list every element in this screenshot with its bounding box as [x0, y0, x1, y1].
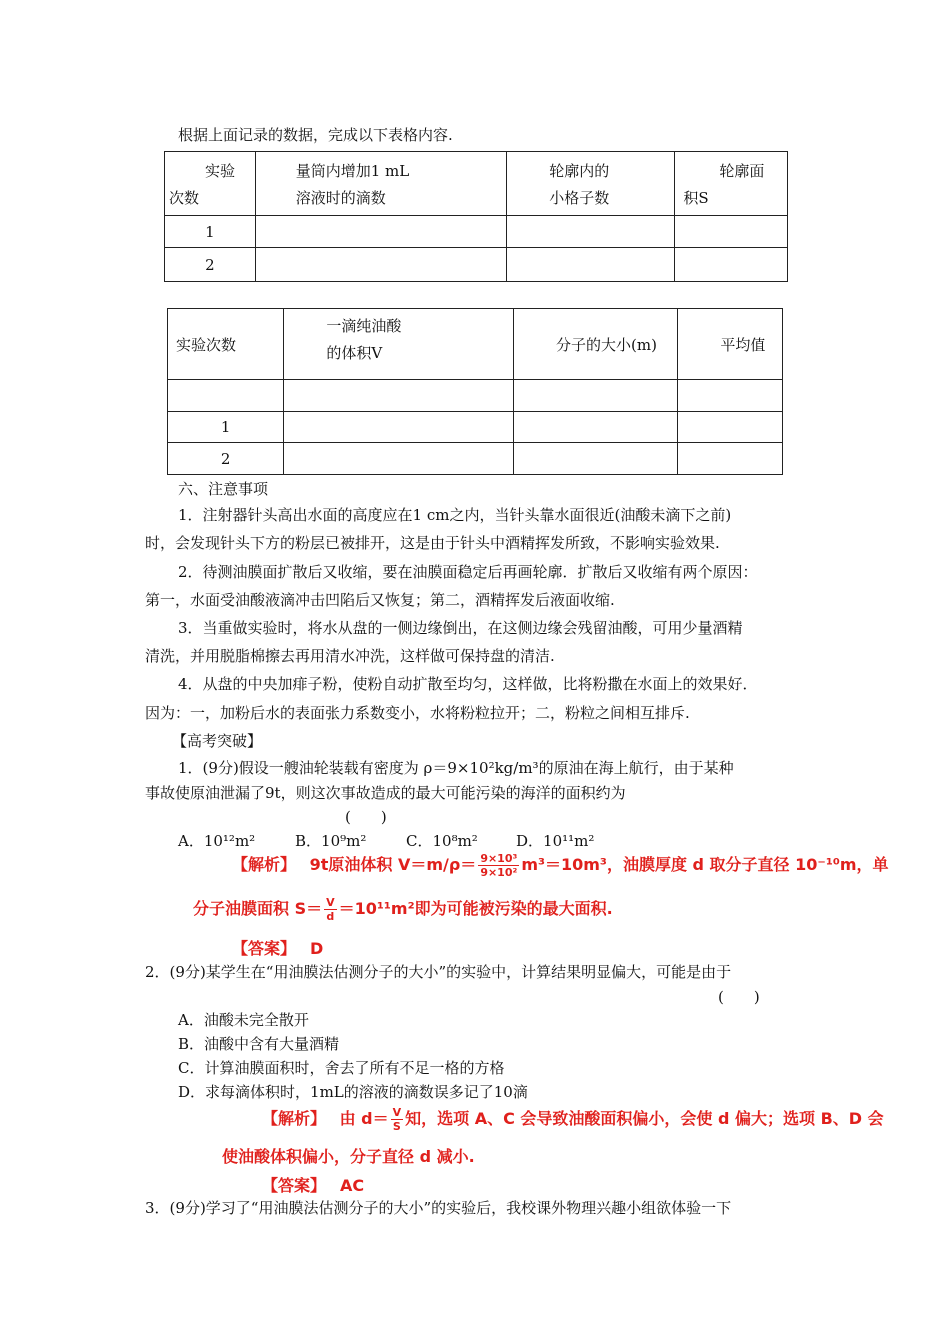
q3-line-1: 3．(9分)学习了“用油膜法估测分子的大小”的实验后，我校课外物理兴趣小组欲体验一下	[145, 1199, 732, 1217]
q1-answer: 【答案】 D	[232, 939, 324, 958]
q1-fraction-vd: $\frac{V}{d}$	[326, 896, 335, 923]
table-cell[interactable]	[514, 443, 678, 475]
q2-option-b: B．油酸中含有大量酒精	[178, 1035, 340, 1053]
t1-header-drops: 量筒内增加1 mL 溶液时的滴数	[255, 152, 507, 216]
table-row: 2	[165, 248, 788, 282]
table-cell[interactable]	[284, 412, 514, 443]
note-1-line-1: 1．注射器针头高出水面的高度应在1 cm之内，当针头靠水面很近(油酸未滴下之前)	[178, 506, 732, 524]
note-4-line-2: 因为：一，加粉后水的表面张力系数变小，水将粉粒拉开；二，粉粒之间相互排斥.	[145, 704, 690, 722]
table-cell[interactable]	[678, 443, 783, 475]
table-row	[168, 380, 783, 412]
q1-option-a: A．10¹²m²	[178, 832, 256, 850]
q1-analysis-line-2: 分子油膜面积 S＝ $\frac{V}{d}$ ＝10¹¹m²即为可能被污染的最大面积.	[193, 896, 613, 923]
data-table-2	[167, 308, 783, 475]
note-3-line-2: 清洗，并用脱脂棉擦去再用清水冲洗，这样做可保持盘的清洁.	[145, 647, 555, 665]
q1-option-c: C．10⁸m²	[406, 832, 478, 850]
q2-answer-paren: ( )	[718, 988, 760, 1006]
t2-header-trial: 实验次数	[168, 309, 284, 380]
t1-header-trial: 实验 次数	[165, 152, 256, 216]
q2-line-1: 2．(9分)某学生在“用油膜法估测分子的大小”的实验中，计算结果明显偏大，可能是由于	[145, 963, 732, 981]
table-row: 2	[168, 443, 783, 475]
table-cell[interactable]	[255, 216, 507, 248]
table-cell[interactable]	[675, 216, 788, 248]
section-title: 【高考突破】	[172, 732, 263, 750]
q1-option-b: B．10⁹m²	[295, 832, 367, 850]
q1-line-1: 1．(9分)假设一艘油轮装载有密度为 ρ＝9×10²kg/m³的原油在海上航行，由于某种	[178, 759, 734, 777]
note-3-line-1: 3．当重做实验时，将水从盘的一侧边缘倒出，在这侧边缘会残留油酸，可用少量酒精	[178, 619, 743, 637]
q1-option-d: D．10¹¹m²	[516, 832, 595, 850]
q2-answer: 【答案】 AC	[262, 1176, 365, 1195]
table-cell[interactable]	[514, 412, 678, 443]
table-cell[interactable]	[678, 380, 783, 412]
q2-analysis-line-1: 【解析】 由 d＝ $\frac{V}{S}$ 知，选项 A、C 会导致油酸面积偏小，会使 d 偏大；选项 B、D 会	[262, 1106, 884, 1133]
table-row: 1	[165, 216, 788, 248]
t2-header-volume: 一滴纯油酸 的体积V	[284, 309, 514, 380]
note-1-line-2: 时，会发现针头下方的粉层已被排开，这是由于针头中酒精挥发所致，不影响实验效果.	[145, 534, 720, 552]
q2-option-a: A．油酸未完全散开	[178, 1011, 309, 1029]
table-cell[interactable]	[284, 380, 514, 412]
table-row: 1	[168, 412, 783, 443]
t1-header-area: 轮廓面 积S	[675, 152, 788, 216]
note-2-line-2: 第一，水面受油酸液滴冲击凹陷后又恢复；第二，酒精挥发后液面收缩.	[145, 591, 615, 609]
q2-option-c: C．计算油膜面积时，舍去了所有不足一格的方格	[178, 1059, 505, 1077]
t1-header-squares: 轮廓内的 小格子数	[507, 152, 675, 216]
table-cell[interactable]	[507, 248, 675, 282]
t2-header-size: 分子的大小(m)	[514, 309, 678, 380]
data-table-1	[164, 151, 788, 282]
q1-answer-paren: ( )	[345, 808, 387, 826]
intro-text: 根据上面记录的数据，完成以下表格内容.	[178, 126, 453, 144]
q2-analysis-line-2: 使油酸体积偏小，分子直径 d 减小.	[222, 1147, 475, 1166]
q2-fraction: $\frac{V}{S}$	[392, 1106, 402, 1133]
table-cell[interactable]	[675, 248, 788, 282]
table-cell[interactable]	[678, 412, 783, 443]
note-2-line-1: 2．待测油膜面扩散后又收缩，要在油膜面稳定后再画轮廓．扩散后又收缩有两个原因：	[178, 563, 758, 581]
notes-title: 六、注意事项	[178, 480, 269, 498]
q1-analysis-line-1: 【解析】 9t原油体积 V＝m/ρ＝ $\frac{\text{9×10³}}{\text{9×10²}}$ m³＝10m³，油膜厚度 d 取分子直径 10⁻¹⁰m，单	[232, 852, 889, 879]
t2-header-average: 平均值	[678, 309, 783, 380]
table-cell[interactable]	[507, 216, 675, 248]
table-cell[interactable]	[255, 248, 507, 282]
note-4-line-1: 4．从盘的中央加痱子粉，使粉自动扩散至均匀，这样做，比将粉撒在水面上的效果好．	[178, 675, 758, 693]
q2-analysis-label: 【解析】	[262, 1109, 327, 1128]
q1-analysis-label: 【解析】	[232, 855, 297, 874]
q1-fraction: $\frac{\text{9×10³}}{\text{9×10²}}$	[480, 852, 518, 879]
table-cell[interactable]	[514, 380, 678, 412]
q1-line-2: 事故使原油泄漏了9t，则这次事故造成的最大可能污染的海洋的面积约为	[145, 784, 626, 802]
table-cell[interactable]	[284, 443, 514, 475]
q2-option-d: D．求每滴体积时，1mL的溶液的滴数误多记了10滴	[178, 1083, 528, 1101]
